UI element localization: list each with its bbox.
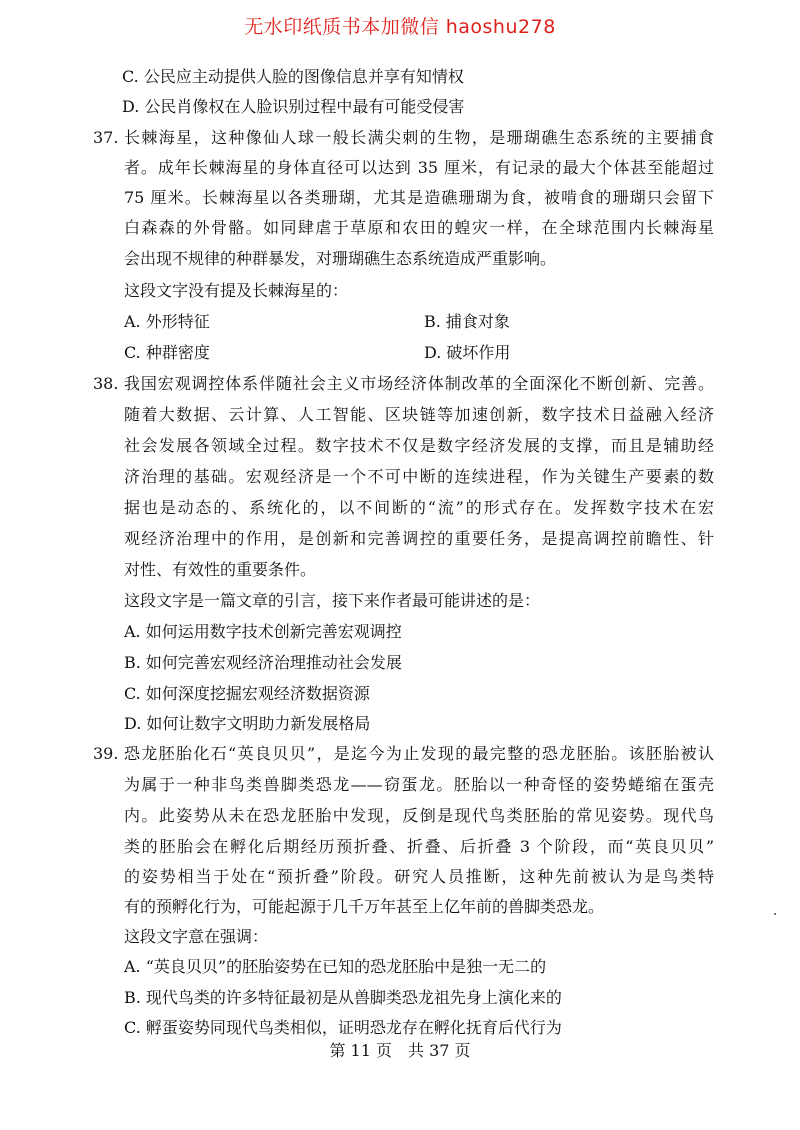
question-38-option-a: A. 如何运用数字技术创新完善宏观调控 xyxy=(124,622,402,641)
prev-option-d: D. 公民肖像权在人脸识别过程中最有可能受侵害 xyxy=(122,97,465,116)
question-39-option-a: A. “英良贝贝”的胚胎姿势在已知的恐龙胚胎中是独一无二的 xyxy=(124,957,547,976)
question-37-line-5: 会出现不规律的种群暴发，对珊瑚礁生态系统造成严重影响。 xyxy=(124,249,557,268)
question-39-line-3: 内。此姿势从未在恐龙胚胎中发现，反倒是现代鸟类胚胎的常见姿势。现代鸟 xyxy=(124,806,714,825)
question-37-option-c: C. 种群密度 xyxy=(124,343,210,362)
question-37-option-d: D. 破坏作用 xyxy=(424,343,511,362)
question-38-line-5: 据也是动态的、系统化的，以不间断的“流”的形式存在。发挥数字技术在宏 xyxy=(124,498,714,517)
question-38-line-4: 济治理的基础。宏观经济是一个不可中断的连续进程，作为关键生产要素的数 xyxy=(124,467,714,486)
question-39-line-2: 为属于一种非鸟类兽脚类恐龙——窃蛋龙。胚胎以一种奇怪的姿势蜷缩在蛋壳 xyxy=(124,775,714,794)
question-38-line-6: 观经济治理中的作用，是创新和完善调控的重要任务，是提高调控前瞻性、针 xyxy=(124,529,714,548)
question-38-option-b: B. 如何完善宏观经济治理推动社会发展 xyxy=(124,653,402,672)
question-38-option-d: D. 如何让数字文明助力新发展格局 xyxy=(124,714,371,733)
question-39-option-b: B. 现代鸟类的许多特征最初是从兽脚类恐龙祖先身上演化来的 xyxy=(124,988,562,1007)
question-38-prompt: 这段文字是一篇文章的引言，接下来作者最可能讲述的是： xyxy=(124,591,541,610)
question-39-prompt: 这段文字意在强调： xyxy=(124,927,269,946)
question-37-line-3: 75 厘米。长棘海星以各类珊瑚，尤其是造礁珊瑚为食，被啃食的珊瑚只会留下 xyxy=(124,188,714,207)
question-37-line-2: 者。成年长棘海星的身体直径可以达到 35 厘米，有记录的最大个体甚至能超过 xyxy=(124,158,714,177)
question-39-line-6: 有的预孵化行为，可能起源于几千万年甚至上亿年前的兽脚类恐龙。 xyxy=(124,897,605,916)
question-39-line-5: 的姿势相当于处在“预折叠”阶段。研究人员推断，这种先前被认为是鸟类特 xyxy=(124,867,714,886)
watermark-text: 无水印纸质书本加微信 haoshu278 xyxy=(244,16,556,38)
question-37-number: 37. xyxy=(93,128,119,147)
prev-option-c: C. 公民应主动提供人脸的图像信息并享有知情权 xyxy=(122,67,464,86)
question-39-line-1: 恐龙胚胎化石“英良贝贝”，是迄今为止发现的最完整的恐龙胚胎。该胚胎被认 xyxy=(124,744,714,763)
question-39-line-4: 类的胚胎会在孵化后期经历预折叠、折叠、后折叠 3 个阶段，而“英良贝贝” xyxy=(124,837,714,856)
question-38-number: 38. xyxy=(93,374,119,393)
question-39-number: 39. xyxy=(93,744,119,763)
question-37-option-a: A. 外形特征 xyxy=(124,312,210,331)
scan-speck xyxy=(774,913,776,915)
page-footer: 第 11 页 共 37 页 xyxy=(329,1041,471,1060)
question-37-prompt: 这段文字没有提及长棘海星的： xyxy=(124,281,349,300)
question-37-line-4: 白森森的外骨骼。如同肆虐于草原和农田的蝗灾一样，在全球范围内长棘海星 xyxy=(124,218,714,237)
question-39-option-c: C. 孵蛋姿势同现代鸟类相似，证明恐龙存在孵化抚育后代行为 xyxy=(124,1018,562,1037)
question-38-line-7: 对性、有效性的重要条件。 xyxy=(124,560,317,579)
question-38-option-c: C. 如何深度挖掘宏观经济数据资源 xyxy=(124,684,370,703)
question-38-line-1: 我国宏观调控体系伴随社会主义市场经济体制改革的全面深化不断创新、完善。 xyxy=(124,374,714,393)
question-38-line-3: 社会发展各领域全过程。数字技术不仅是数字经济发展的支撑，而且是辅助经 xyxy=(124,436,714,455)
question-37-option-b: B. 捕食对象 xyxy=(424,312,510,331)
question-38-line-2: 随着大数据、云计算、人工智能、区块链等加速创新，数字技术日益融入经济 xyxy=(124,405,714,424)
question-37-line-1: 长棘海星，这种像仙人球一般长满尖刺的生物，是珊瑚礁生态系统的主要捕食 xyxy=(124,128,714,147)
